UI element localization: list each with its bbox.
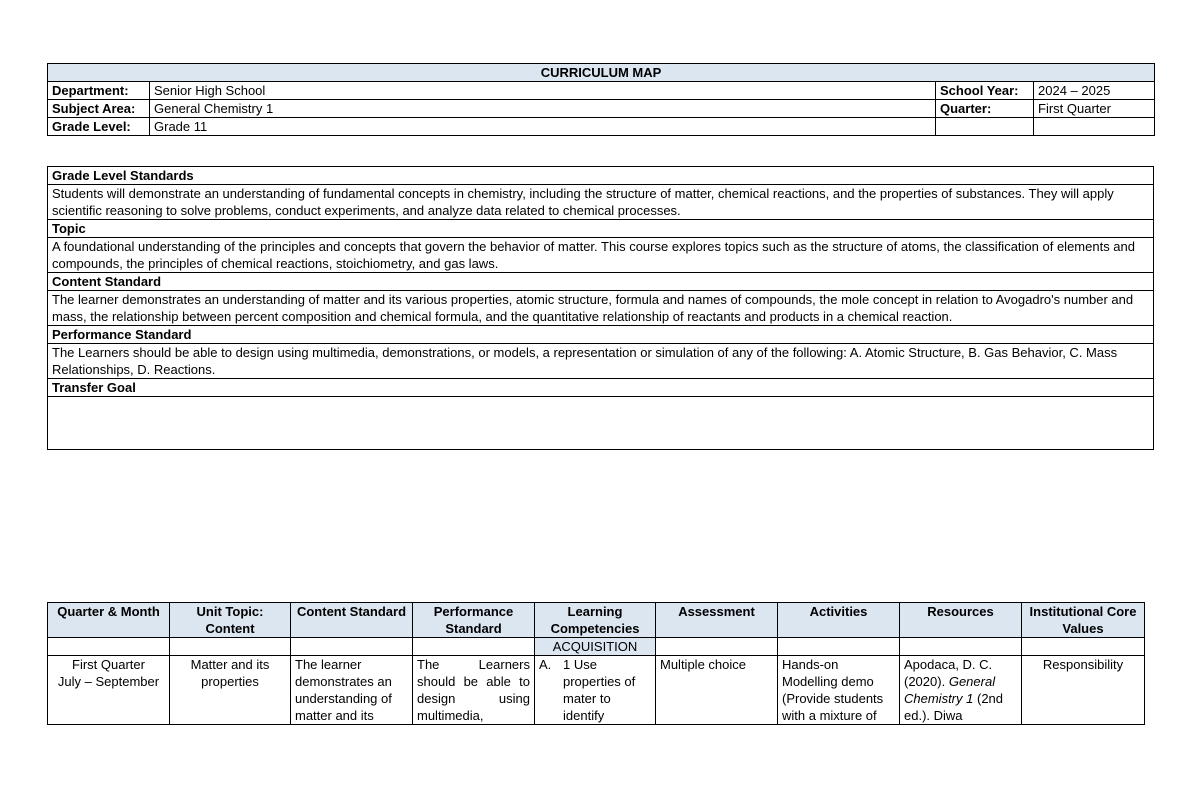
resources-author: Apodaca, D. C. (2020). (904, 657, 993, 689)
header-table (47, 63, 1155, 136)
empty-cell (936, 118, 1034, 136)
acquisition-label: ACQUISITION (535, 638, 656, 656)
empty-cell (170, 638, 291, 656)
transfer-goal-label: Transfer Goal (48, 379, 1154, 397)
grade-level-standards-label: Grade Level Standards (48, 167, 1154, 185)
empty-cell (1022, 638, 1145, 656)
standards-table (47, 166, 1154, 450)
performance-standard-cell: The Learners should be able to design using multimedia, (413, 656, 535, 725)
assessment-cell: Multiple choice (656, 656, 778, 725)
table-row (48, 656, 1145, 725)
lc-text: 1 Use properties of mater to identify (563, 657, 636, 723)
grade-label: Grade Level: (48, 118, 150, 136)
content-standard-label: Content Standard (48, 273, 1154, 291)
empty-cell (1034, 118, 1155, 136)
quarter-text: First Quarter (72, 657, 145, 672)
core-values-cell: Responsibility (1022, 656, 1145, 725)
empty-cell (413, 638, 535, 656)
empty-cell (656, 638, 778, 656)
resources-title: General Chemistry 1 (904, 674, 996, 706)
column-header: Learning Competencies (535, 603, 656, 638)
quarter-value: First Quarter (1034, 100, 1155, 118)
performance-standard-label: Performance Standard (48, 326, 1154, 344)
table-header-row (48, 603, 1145, 638)
grade-value: Grade 11 (150, 118, 936, 136)
column-header: Quarter & Month (48, 603, 170, 638)
department-label: Department: (48, 82, 150, 100)
topic-text: A foundational understanding of the principles and concepts that govern the behavior of matter. This course explores topics such as the structure of atoms, the classification of elements and compounds, the principles of chemical reactions, stoichiometry, and gas laws. (48, 238, 1154, 273)
column-header: Content Standard (291, 603, 413, 638)
column-header: Institutional Core Values (1022, 603, 1145, 638)
column-header: Performance Standard (413, 603, 535, 638)
content-standard-cell: The learner demonstrates an understanding of matter and its (291, 656, 413, 725)
column-header: Assessment (656, 603, 778, 638)
acquisition-row (48, 638, 1145, 656)
column-header: Unit Topic: Content (170, 603, 291, 638)
empty-cell (778, 638, 900, 656)
learning-competency-cell (535, 656, 656, 725)
resources-rest: (2nd ed.). Diwa (904, 691, 1004, 723)
performance-standard-text: The Learners should be able to design using multimedia, demonstrations, or models, a representation or simulation of any of the following: A. Atomic Structure, B. Gas Behavior, C. Mass Relationships, D. Reactions. (48, 344, 1154, 379)
unit-topic-cell: Matter and its properties (170, 656, 291, 725)
lc-marker: A. (539, 657, 552, 672)
resources-cell (900, 656, 1022, 725)
activities-cell: Hands-on Modelling demo (Provide students with a mixture of (778, 656, 900, 725)
topic-label: Topic (48, 220, 1154, 238)
column-header: Activities (778, 603, 900, 638)
months-text: July – September (57, 674, 160, 689)
transfer-goal-text (48, 397, 1154, 450)
school-year-label: School Year: (936, 82, 1034, 100)
department-value: Senior High School (150, 82, 936, 100)
content-standard-text: The learner demonstrates an understanding of matter and its various properties, atomic structure, formula and names of compounds, the mole concept in relation to Avogadro's number and mass, the relationship between percent composition and chemical formula, and the quantitative relationship of reactants and products in a chemical reaction. (48, 291, 1154, 326)
quarter-label: Quarter: (936, 100, 1034, 118)
curriculum-map-table (47, 602, 1145, 725)
grade-level-standards-text: Students will demonstrate an understanding of fundamental concepts in chemistry, including the structure of matter, chemical reactions, and the properties of substances. They will apply scientific reasoning to solve problems, conduct experiments, and analyze data related to chemical processes. (48, 185, 1154, 220)
quarter-month-cell (48, 656, 170, 725)
page-title: CURRICULUM MAP (48, 64, 1155, 82)
column-header: Resources (900, 603, 1022, 638)
subject-label: Subject Area: (48, 100, 150, 118)
school-year-value: 2024 – 2025 (1034, 82, 1155, 100)
empty-cell (48, 638, 170, 656)
empty-cell (900, 638, 1022, 656)
empty-cell (291, 638, 413, 656)
subject-value: General Chemistry 1 (150, 100, 936, 118)
